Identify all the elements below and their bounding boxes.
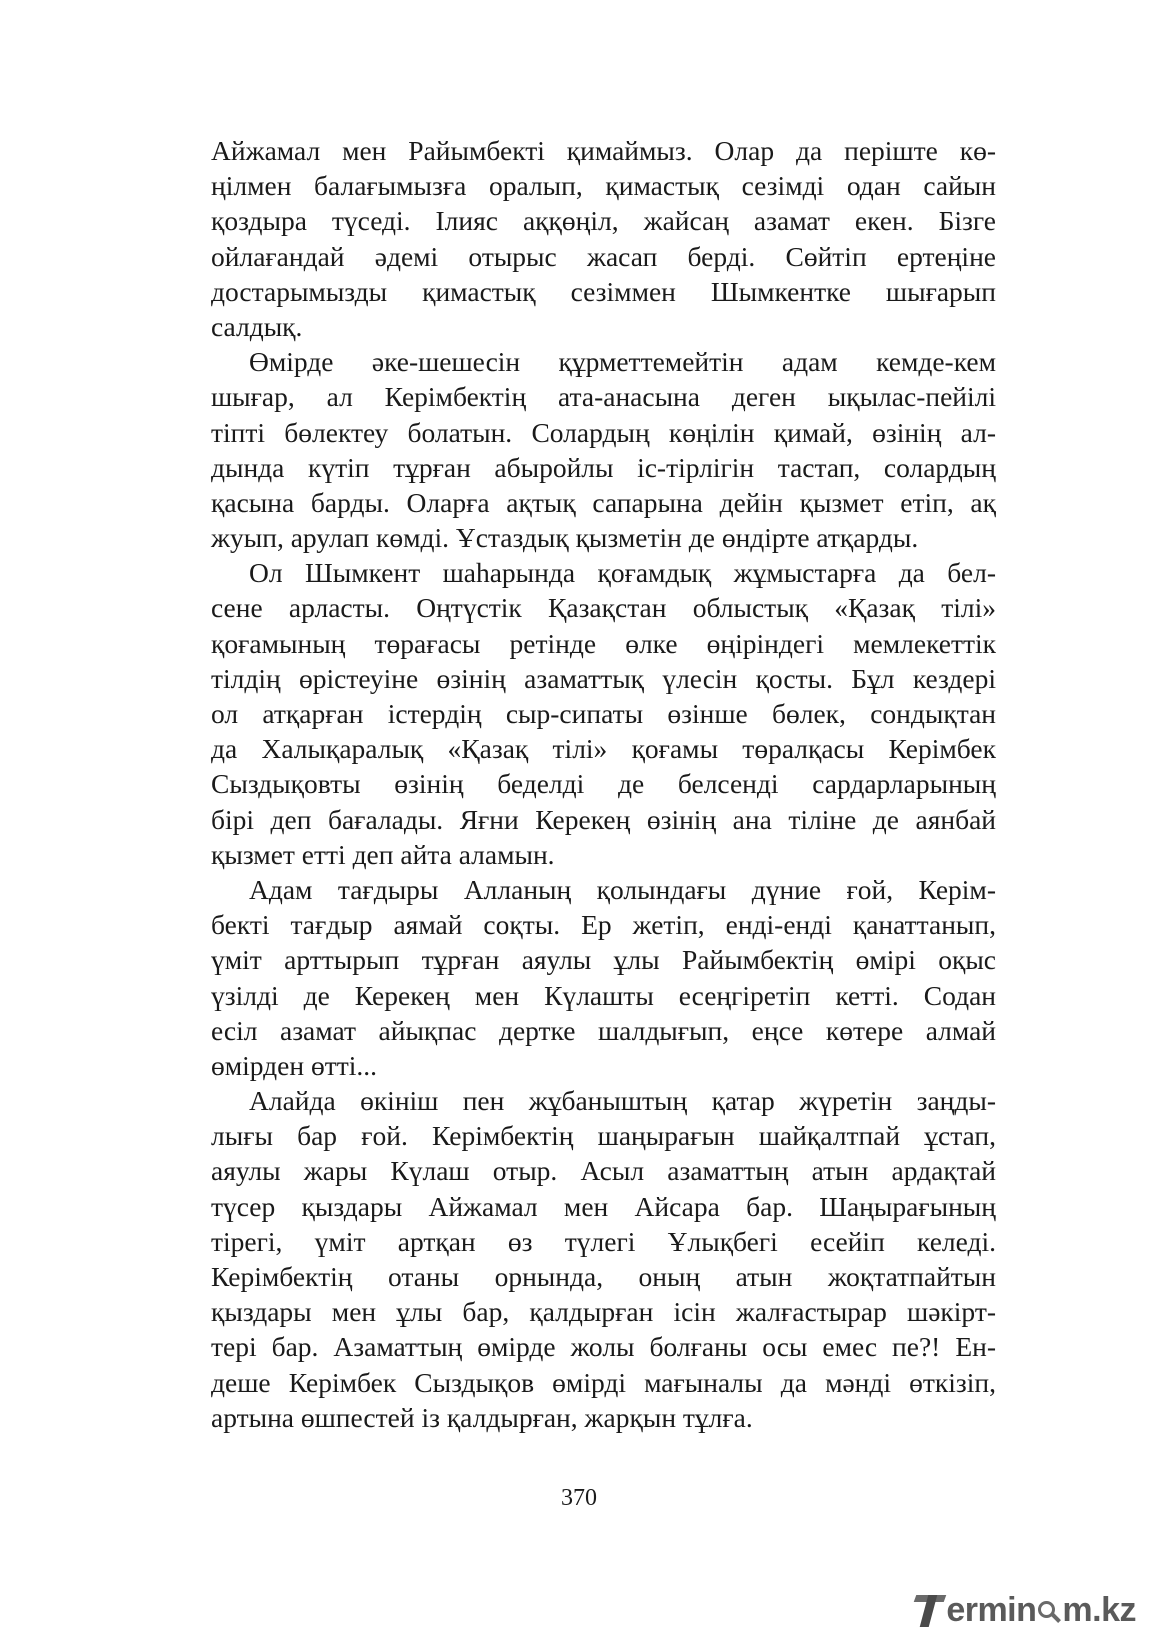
- text-line: Керімбектің отаны орнында, оның атын жоқтатпайтын: [211, 1261, 996, 1292]
- text-line: ойлағандай әдемі отырыс жасап берді. Сөйтіп ертеңіне: [211, 240, 996, 272]
- text-line: тілдің өрістеуіне өзінің азаматтық үлесін қосты. Бұл кездері: [211, 662, 996, 694]
- page-number: 370: [561, 1485, 597, 1511]
- page-body: [211, 133, 996, 1435]
- magnifier-icon: [1037, 1597, 1061, 1623]
- text-line: сене арласты. Оңтүстік Қазақстан облыстық «Қазақ тілі»: [211, 592, 996, 624]
- text-line: Адам тағдыры Алланың қолындағы дүние ғой, Керім-: [249, 873, 996, 905]
- text-line: деше Керімбек Сыздықов өмірді мағыналы да мәнді өткізіп,: [211, 1366, 996, 1398]
- text-line: қызмет етті деп айта аламын.: [211, 838, 555, 870]
- text-line: салдық.: [211, 310, 303, 342]
- text-line: бірі деп бағалады. Яғни Керекең өзінің ана тіліне де аянбай: [211, 803, 996, 835]
- text-line: қасына барды. Оларға ақтық сапарына дейін қызмет етіп, ақ: [211, 486, 996, 518]
- text-line: дында күтіп тұрған абыройлы іс-тірлігін тастап, солардың: [211, 451, 996, 483]
- text-line: ңілмен балағымызға оралып, қимастық сезімді одан сайын: [211, 170, 996, 202]
- text-line: қоздыра түседі. Ілияс аққөңіл, жайсаң азамат екен. Бізге: [211, 205, 996, 237]
- text-line: есіл азамат айықпас дертке шалдығып, еңсе көтере алмай: [211, 1014, 996, 1046]
- paragraph-4: [211, 872, 996, 1083]
- watermark-text-start: ermin: [946, 1590, 1037, 1629]
- text-line: қоғамының төрағасы ретінде өлке өңіріндегі мемлекеттік: [211, 627, 996, 659]
- paragraph-3: [211, 555, 996, 872]
- text-line: лығы бар ғой. Керімбектің шаңырағын шайқалтпай ұстап,: [211, 1120, 996, 1152]
- text-line: достарымызды қимастық сезіммен Шымкентке шығарып: [211, 275, 996, 307]
- text-line: Айжамал мен Райымбекті қимаймыз. Олар да періште кө-: [211, 135, 996, 166]
- text-line: аяулы жары Күлаш отыр. Асыл азаматтың атын ардақтай: [211, 1155, 996, 1187]
- text-line: тіпті бөлектеу болатын. Солардың көңілін қимай, өзінің ал-: [211, 416, 996, 448]
- text-line: Сыздықовты өзінің беделді де белсенді сардарларының: [211, 768, 996, 800]
- text-line: үзілді де Керекең мен Күлашты есеңгіретіп кетті. Содан: [211, 979, 996, 1011]
- logo-t-icon: [915, 1592, 945, 1628]
- text-line: ол атқарған істердің сыр-сипаты өзінше бөлек, сондықтан: [211, 698, 996, 729]
- text-line: Алайда өкініш пен жұбаныштың қатар жүретін заңды-: [249, 1085, 996, 1117]
- text-line: Ол Шымкент шаһарында қоғамдық жұмыстарға да бел-: [249, 557, 996, 589]
- paragraph-5: [211, 1083, 996, 1435]
- text-line: қыздары мен ұлы бар, қалдырған ісін жалғастырар шәкірт-: [211, 1296, 996, 1328]
- text-line: бекті тағдыр аямай соқты. Ер жетіп, енді-енді қанаттанып,: [211, 909, 996, 941]
- text-line: Өмірде әке-шешесін құрметтемейтін адам кемде-кем: [249, 346, 996, 378]
- paragraph-1: [211, 133, 996, 344]
- text-line: да Халықаралық «Қазақ тілі» қоғамы төралқасы Керімбек: [211, 733, 996, 765]
- text-line: өмірден өтті...: [211, 1049, 378, 1081]
- text-line: үміт арттырып тұрған аяулы ұлы Райымбектің өмірі оқыс: [211, 944, 996, 976]
- text-line: тірегі, үміт артқан өз түлегі Ұлықбегі есейіп келеді.: [211, 1225, 996, 1257]
- paragraph-2: [211, 344, 996, 555]
- site-watermark: [915, 1590, 1136, 1630]
- text-line: түсер қыздары Айжамал мен Айсара бар. Шаңырағының: [211, 1190, 996, 1222]
- text-line: жуып, арулап көмді. Ұстаздық қызметін де өндірте атқарды.: [211, 522, 919, 554]
- watermark-text-end: m.kz: [1062, 1590, 1136, 1629]
- text-line: тері бар. Азаматтың өмірде жолы болғаны осы емес пе?! Ен-: [211, 1331, 996, 1363]
- text-line: шығар, ал Керімбектің ата-анасына деген ықылас-пейілі: [211, 381, 996, 413]
- text-line: артына өшпестей із қалдырған, жарқын тұлға.: [211, 1401, 753, 1433]
